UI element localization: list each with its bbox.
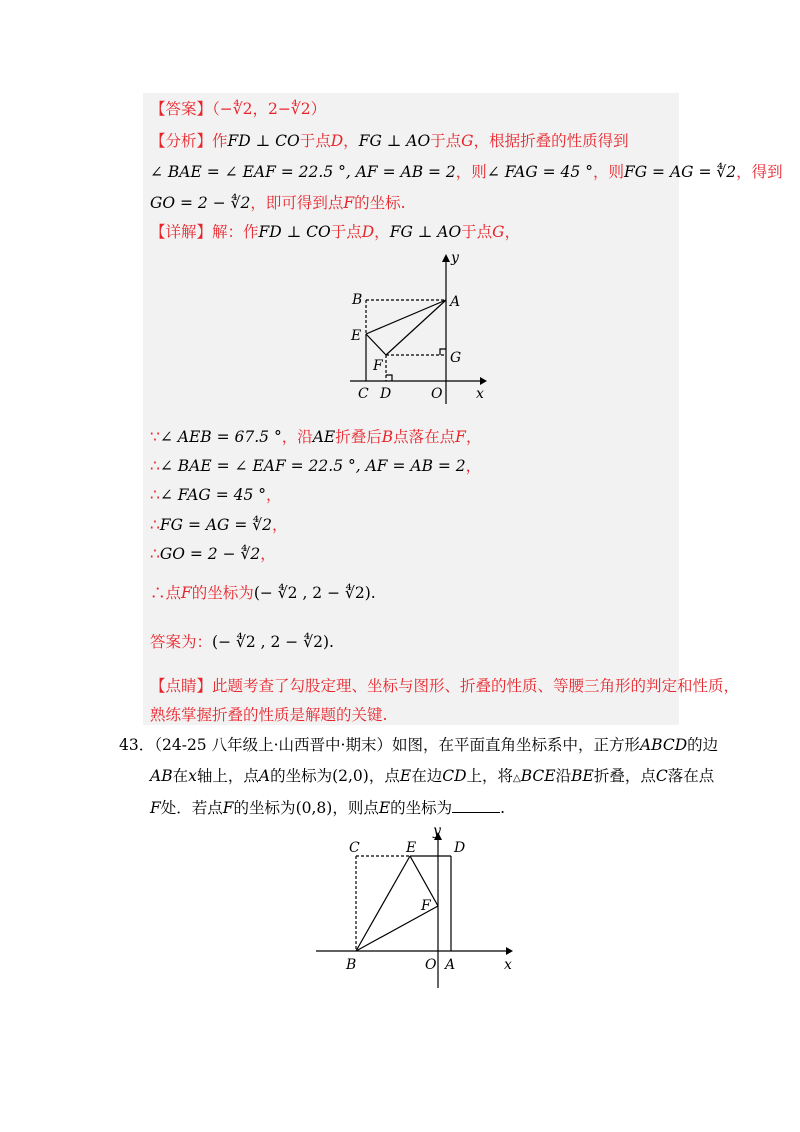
math-expression: AE [312, 428, 336, 446]
comment-text: 此题考查了勾股定理、坐标与图形、折叠的性质、等腰三角形的判定和性质， [212, 677, 740, 695]
analysis-line-2 [150, 162, 783, 182]
label-c: C [349, 840, 360, 856]
step-text: ，沿 [281, 428, 313, 446]
x-axis-arrow [480, 377, 487, 385]
question-text: 落在点 [667, 767, 715, 785]
math-expression: x [188, 767, 197, 785]
math-expression: FG ⊥ AO [358, 132, 431, 150]
question-text: ，点 [368, 767, 400, 785]
question-text: 的坐标为 [270, 767, 333, 785]
label-g: G [450, 350, 462, 366]
detail-tag: 【详解】 [150, 223, 213, 241]
figure-2-diagram [310, 822, 520, 990]
math-expression: CD [442, 767, 467, 785]
therefore-symbol: ∴ [150, 486, 160, 504]
triangle-symbol: △ [513, 773, 521, 784]
math-expression: BCE [520, 767, 556, 785]
because-symbol: ∵ [150, 428, 160, 446]
answer-blank[interactable] [452, 798, 500, 813]
math-expression: D [361, 223, 375, 241]
step-text: ， [272, 516, 288, 534]
analysis-text: 于点 [430, 132, 462, 150]
question-number: 43． [119, 736, 155, 754]
math-expression: AB [150, 767, 173, 785]
question-43-line-3 [150, 798, 505, 818]
step-text: 点落在点 [393, 428, 456, 446]
label-y: y [451, 250, 459, 266]
analysis-text: 于点 [299, 132, 331, 150]
label-b: B [346, 957, 357, 973]
math-expression: E [378, 799, 391, 817]
question-text: 处．若点 [160, 799, 223, 817]
question-text: 的坐标为 [390, 799, 453, 817]
math-expression: FG = AG = ∜2 [159, 516, 273, 534]
math-expression: C [655, 767, 668, 785]
comment-line-1 [150, 676, 739, 696]
analysis-text: ，即可得到点 [250, 194, 344, 212]
label-e: E [406, 840, 417, 856]
math-expression: E [399, 767, 412, 785]
segment-ea [366, 300, 446, 334]
step-text: 折叠后 [335, 428, 382, 446]
math-expression: F [455, 428, 466, 446]
detail-text: 于点 [461, 223, 493, 241]
step-text: ， [465, 428, 482, 446]
question-text: 在边 [411, 767, 443, 785]
math-expression: G [492, 223, 505, 241]
math-expression: GO = 2 − ∜2 [150, 194, 251, 212]
question-text: 的边 [687, 736, 719, 754]
step-5 [150, 544, 276, 564]
question-text: 折叠，点 [593, 767, 656, 785]
question-text: 如图，在平面直角坐标系中，正方形 [391, 736, 640, 754]
step-text: ， [266, 486, 282, 504]
final-answer-line [150, 632, 334, 652]
math-expression: GO = 2 − ∜2 [159, 545, 261, 563]
question-text: 上，将 [466, 767, 514, 785]
step-1 [150, 427, 481, 447]
math-expression: FD ⊥ CO [227, 132, 300, 150]
solution-shaded-box [143, 93, 679, 725]
segment-af [386, 300, 446, 355]
question-text: ，则点 [332, 799, 379, 817]
question-source: （24-25 八年级上·山西晋中·期末） [154, 736, 392, 754]
comment-line-2 [150, 705, 387, 725]
question-text: . [500, 799, 506, 817]
y-axis-arrow [442, 254, 450, 262]
math-expression: (− ∜2 , 2 − ∜2) [212, 633, 329, 651]
question-43-line-1 [119, 735, 718, 755]
detail-text: 解：作 [212, 223, 259, 241]
step-3 [150, 485, 282, 505]
therefore-symbol: ∴ [150, 516, 160, 534]
step-text: ， [465, 457, 482, 475]
math-expression: ∠ FAG = 45 ° [159, 486, 267, 504]
math-expression: (2,0) [332, 767, 369, 785]
math-expression: A [258, 767, 271, 785]
analysis-text: ， [343, 132, 359, 150]
math-expression: G [461, 132, 474, 150]
step-4 [150, 515, 288, 535]
detail-text: ， [374, 223, 390, 241]
x-axis-arrow [506, 947, 513, 955]
label-e: E [351, 328, 362, 344]
math-expression: F [343, 194, 355, 212]
analysis-line-3 [150, 193, 406, 213]
answer-line [150, 99, 326, 119]
math-expression: (0,8) [295, 799, 333, 817]
math-expression: D [330, 132, 344, 150]
label-y: y [433, 823, 441, 839]
math-expression: F [181, 584, 192, 602]
label-a: A [450, 294, 461, 310]
analysis-text: ，根据折叠的性质得到 [473, 132, 629, 150]
step-text: . [370, 584, 376, 602]
label-f: F [373, 358, 383, 374]
step-text: 的坐标为 [191, 584, 254, 602]
question-text: 轴上，点 [196, 767, 259, 785]
analysis-text: 作 [212, 132, 228, 150]
label-o: O [425, 957, 437, 973]
answer-value: （−∜2，2−∜2） [212, 100, 327, 118]
analysis-text: ，得到 [736, 163, 783, 181]
math-expression: ∠ BAE = ∠ EAF = 22.5 °, AF = AB = 2 [150, 163, 456, 181]
analysis-text: 的坐标. [354, 194, 406, 212]
final-answer-label: 答案为： [150, 633, 213, 651]
analysis-text: ，则 [455, 163, 487, 181]
analysis-text: ，则 [592, 163, 624, 181]
label-d: D [454, 840, 466, 856]
math-expression: FG ⊥ AO [389, 223, 462, 241]
answer-tag: 【答案】 [150, 100, 213, 118]
math-expression: ABCD [639, 736, 688, 754]
label-a: A [445, 957, 456, 973]
label-b: B [352, 292, 363, 308]
math-expression: FD ⊥ CO [258, 223, 331, 241]
step-6 [150, 583, 376, 603]
math-expression: ∠ FAG = 45 ° [486, 163, 593, 181]
math-expression: ∠ AEB = 67.5 ° [159, 428, 282, 446]
label-d: D [380, 386, 392, 402]
step-text: 点 [165, 584, 182, 602]
detail-line [150, 222, 520, 242]
label-x: x [476, 386, 484, 402]
right-angle-d [386, 375, 392, 381]
detail-text: 于点 [330, 223, 362, 241]
comment-text: 熟练掌握折叠的性质是解题的关键. [150, 706, 388, 724]
figure-1-diagram [330, 248, 500, 404]
label-x: x [504, 957, 512, 973]
math-expression: BE [571, 767, 594, 785]
right-angle-g [440, 349, 446, 355]
detail-text: ， [504, 223, 521, 241]
therefore-symbol: ∴ [150, 584, 166, 602]
label-c: C [358, 386, 369, 402]
analysis-tag: 【分析】 [150, 132, 213, 150]
label-f: F [421, 898, 431, 914]
label-o: O [431, 386, 443, 402]
step-2 [150, 456, 481, 476]
question-text: 在 [172, 767, 189, 785]
math-expression: F [150, 799, 161, 817]
therefore-symbol: ∴ [150, 545, 160, 563]
analysis-line-1 [150, 131, 629, 151]
comment-tag: 【点睛】 [150, 677, 213, 695]
question-text: 的坐标为 [233, 799, 296, 817]
therefore-symbol: ∴ [150, 457, 160, 475]
math-expression: FG = AG = ∜2 [623, 163, 737, 181]
math-expression: ∠ BAE = ∠ EAF = 22.5 °, AF = AB = 2 [159, 457, 466, 475]
step-text: . [329, 633, 334, 651]
math-expression: F [222, 799, 234, 817]
question-43-line-2 [150, 766, 714, 789]
math-expression: (− ∜2 , 2 − ∜2) [253, 584, 371, 602]
question-text: 沿 [555, 767, 572, 785]
math-expression: B [381, 428, 394, 446]
step-text: ， [260, 545, 276, 563]
segment-ef [366, 334, 386, 355]
